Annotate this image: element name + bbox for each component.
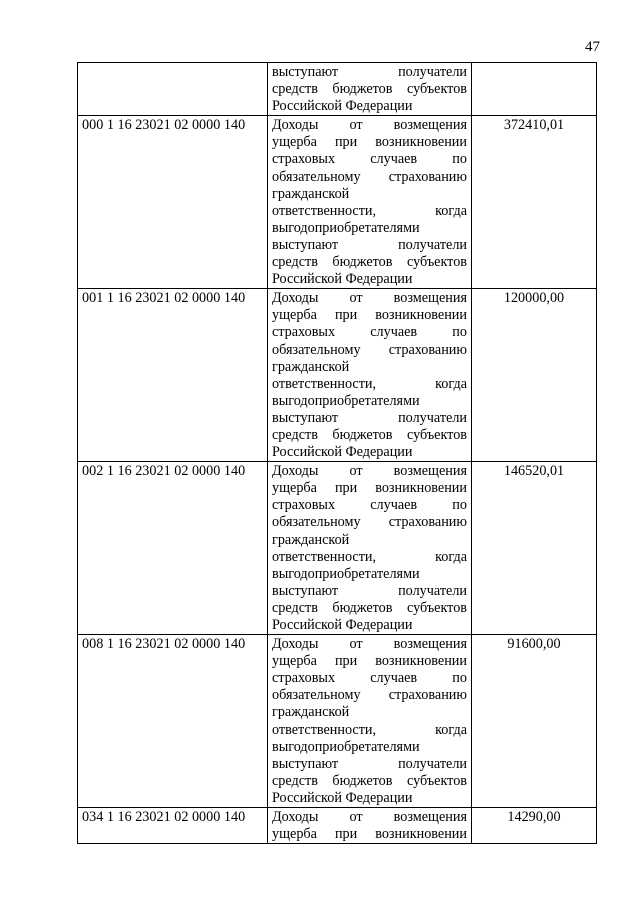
description-line: ущерба при возникновении	[272, 307, 467, 324]
amount-cell: 146520,01	[472, 462, 597, 635]
description-line: ответственности, когда	[272, 548, 467, 565]
description-line: ущерба при возникновении	[272, 134, 467, 151]
description-line: обязательному страхованию	[272, 687, 467, 704]
description-line: средств бюджетов субъектов	[272, 599, 467, 616]
description-line: Доходы от возмещения	[272, 636, 467, 653]
description-line: Российской Федерации	[272, 98, 413, 115]
amount-cell	[472, 63, 597, 116]
amount-cell: 91600,00	[472, 635, 597, 808]
table-row	[78, 116, 597, 289]
description-line: обязательному страхованию	[272, 341, 467, 358]
description-line: ущерба при возникновении	[272, 653, 467, 670]
description-line: обязательному страхованию	[272, 514, 467, 531]
description-line: ответственности, когда	[272, 202, 467, 219]
code-cell	[78, 63, 268, 116]
description-line: средств бюджетов субъектов	[272, 254, 467, 271]
description-line: средств бюджетов субъектов	[272, 81, 467, 98]
description-line: страховых случаев по	[272, 324, 467, 341]
table-row	[78, 462, 597, 635]
code-cell: 008 1 16 23021 02 0000 140	[78, 635, 268, 808]
description-cell	[268, 63, 472, 116]
amount-cell: 14290,00	[472, 808, 597, 844]
amount-cell: 372410,01	[472, 116, 597, 289]
description-line: средств бюджетов субъектов	[272, 426, 467, 443]
description-line: выступают получатели	[272, 409, 467, 426]
description-line: Доходы от возмещения	[272, 117, 467, 134]
description-line: Доходы от возмещения	[272, 290, 467, 307]
description-line: гражданской	[272, 531, 350, 548]
description-line: гражданской	[272, 704, 350, 721]
description-line: выгодоприобретателями	[272, 565, 420, 582]
table-row-continuation	[78, 63, 597, 116]
description-line: ответственности, когда	[272, 375, 467, 392]
description-line: выступают получатели	[272, 236, 467, 253]
revenue-table-body	[78, 63, 597, 844]
description-cell	[268, 462, 472, 635]
table-row	[78, 635, 597, 808]
description-line: обязательному страхованию	[272, 168, 467, 185]
page-number: 47	[585, 39, 600, 55]
description-line: выгодоприобретателями	[272, 392, 420, 409]
description-line: средств бюджетов субъектов	[272, 772, 467, 789]
code-cell: 000 1 16 23021 02 0000 140	[78, 116, 268, 289]
description-line: страховых случаев по	[272, 151, 467, 168]
description-line: страховых случаев по	[272, 670, 467, 687]
code-cell: 001 1 16 23021 02 0000 140	[78, 289, 268, 462]
code-cell: 002 1 16 23021 02 0000 140	[78, 462, 268, 635]
description-cell	[268, 635, 472, 808]
description-line: Российской Федерации	[272, 444, 413, 461]
description-cell	[268, 808, 472, 844]
description-line: Российской Федерации	[272, 617, 413, 633]
table-row	[78, 289, 597, 462]
description-line: выступают получатели	[272, 582, 467, 599]
description-line: гражданской	[272, 358, 350, 375]
description-cell	[268, 116, 472, 289]
description-line: гражданской	[272, 185, 350, 202]
revenue-table	[77, 62, 597, 844]
description-line: Российской Федерации	[272, 271, 413, 288]
description-line: Российской Федерации	[272, 789, 413, 806]
description-line: выгодоприобретателями	[272, 219, 420, 236]
table-row	[78, 808, 597, 844]
description-line: Доходы от возмещения	[272, 463, 467, 480]
description-line: ответственности, когда	[272, 721, 467, 738]
description-line: выгодоприобретателями	[272, 738, 420, 755]
description-line: Доходы от возмещения	[272, 809, 467, 826]
description-cell	[268, 289, 472, 462]
description-line: ущерба при возникновении	[272, 480, 467, 497]
description-line: выступают получатели	[272, 755, 467, 772]
code-cell: 034 1 16 23021 02 0000 140	[78, 808, 268, 844]
amount-cell: 120000,00	[472, 289, 597, 462]
description-line: выступают получатели	[272, 64, 467, 80]
description-line: страховых случаев по	[272, 497, 467, 514]
description-line: ущерба при возникновении	[272, 826, 467, 843]
